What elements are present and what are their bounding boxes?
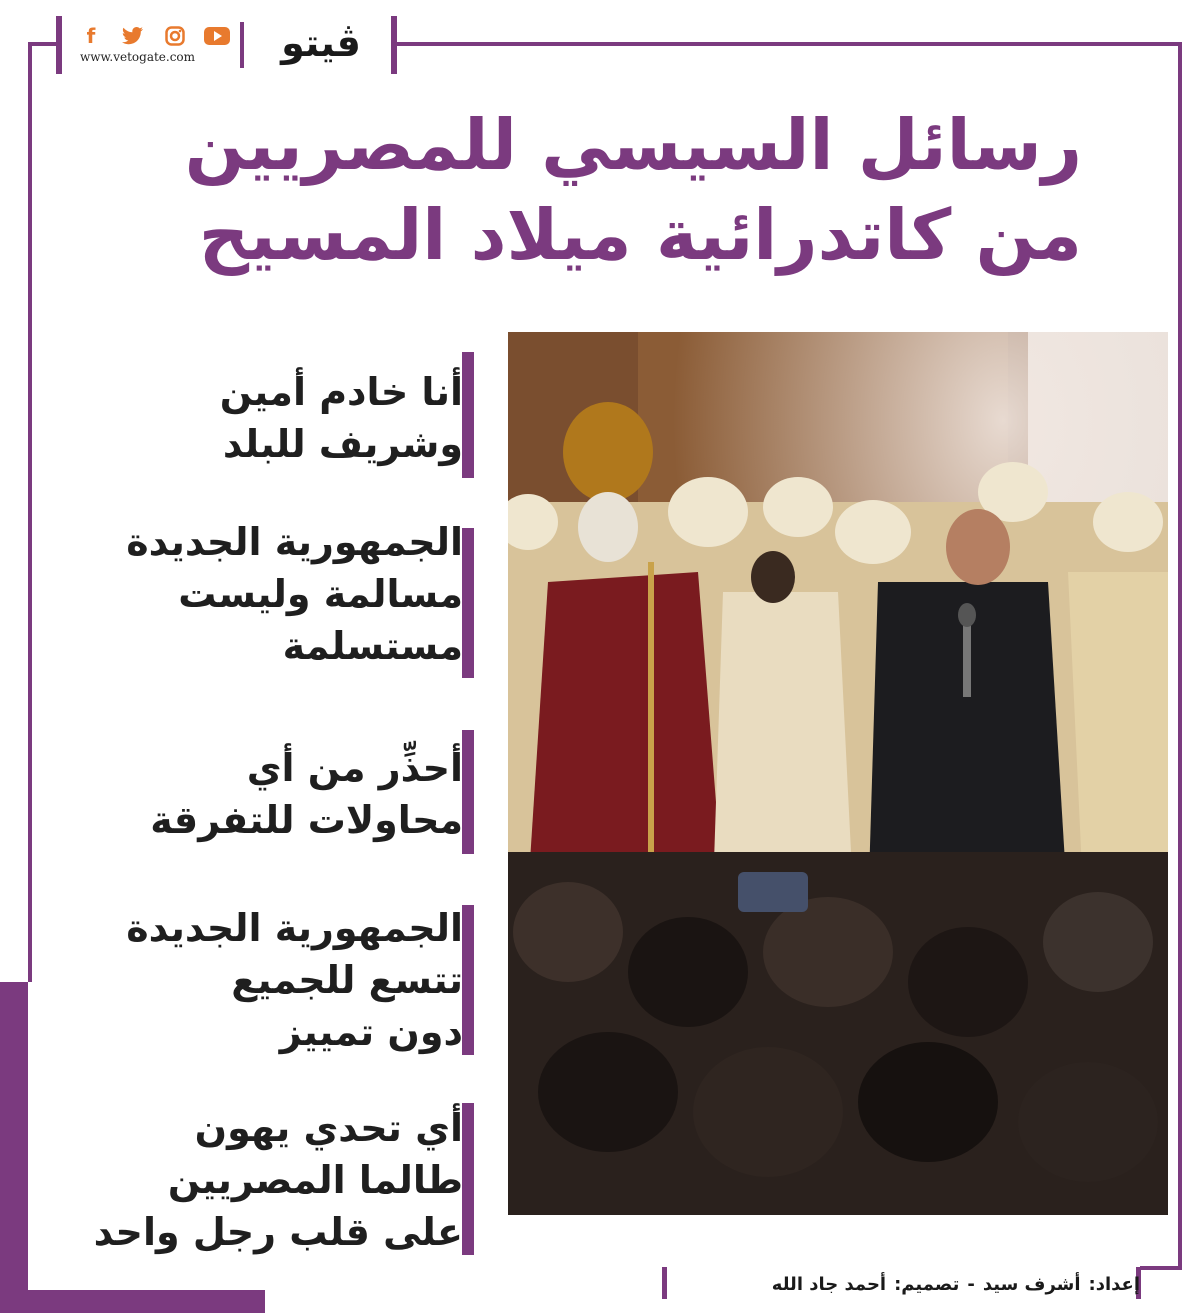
title-line-1: رسائل السيسي للمصريين xyxy=(184,104,1082,186)
quote-5-line-2: طالما المصريين xyxy=(167,1158,463,1202)
quote-4-line-3: دون تمييز xyxy=(279,1010,463,1054)
frame-top-right-line xyxy=(397,42,1182,46)
quote-2-line-3: مستسلمة xyxy=(282,624,463,668)
site-url[interactable]: www.vetogate.com xyxy=(80,50,196,64)
vetogate-logo: ڤيتو xyxy=(281,21,361,65)
title-line-2: من كاتدرائية ميلاد المسيح xyxy=(198,194,1082,276)
frame-right-line xyxy=(1178,42,1182,1268)
social-links xyxy=(78,22,248,50)
quote-1 xyxy=(43,366,475,470)
twitter-icon[interactable] xyxy=(120,23,146,49)
quote-5-line-3: على قلب رجل واحد xyxy=(93,1210,463,1254)
facebook-icon[interactable]: f xyxy=(86,24,96,48)
quote-1-line-1: أنا خادم أمين xyxy=(219,370,463,414)
prepared-name: أشرف سيد xyxy=(982,1274,1081,1295)
credits xyxy=(772,1274,1140,1295)
quote-5-line-1: أي تحدي يهون xyxy=(194,1106,463,1150)
page-title xyxy=(82,100,1082,280)
quote-4-line-2: تتسع للجميع xyxy=(231,958,463,1002)
quote-2-line-1: الجمهورية الجديدة xyxy=(126,520,463,564)
ceremony-photo xyxy=(508,332,1168,1215)
credits-separator: - xyxy=(967,1274,975,1295)
quote-3 xyxy=(43,742,475,846)
quote-1-line-2: وشريف للبلد xyxy=(222,422,463,466)
header-left-bar xyxy=(56,16,62,74)
footer-bar-left xyxy=(662,1267,667,1299)
design-name: أحمد جاد الله xyxy=(771,1274,887,1295)
header-right-bar xyxy=(391,16,397,74)
frame-bottom-right-line xyxy=(1140,1266,1182,1270)
quote-3-line-2: محاولات للتفرقة xyxy=(150,798,463,842)
frame-left-line xyxy=(28,42,32,982)
quote-2 xyxy=(43,516,475,672)
instagram-icon[interactable] xyxy=(162,23,188,49)
quote-4-line-1: الجمهورية الجديدة xyxy=(126,906,463,950)
frame-bottom-block xyxy=(0,1290,265,1313)
youtube-icon[interactable] xyxy=(204,23,230,49)
quote-4 xyxy=(43,902,475,1058)
design-label: تصميم: xyxy=(894,1274,960,1295)
quote-2-line-2: مسالمة وليست xyxy=(178,572,463,616)
prepared-label: إعداد: xyxy=(1088,1274,1140,1295)
ceremony-scene-illustration xyxy=(508,332,1168,1215)
frame-left-block xyxy=(0,982,28,1313)
quote-5 xyxy=(43,1102,475,1258)
quote-3-line-1: أحذِّر من أي xyxy=(246,746,463,790)
